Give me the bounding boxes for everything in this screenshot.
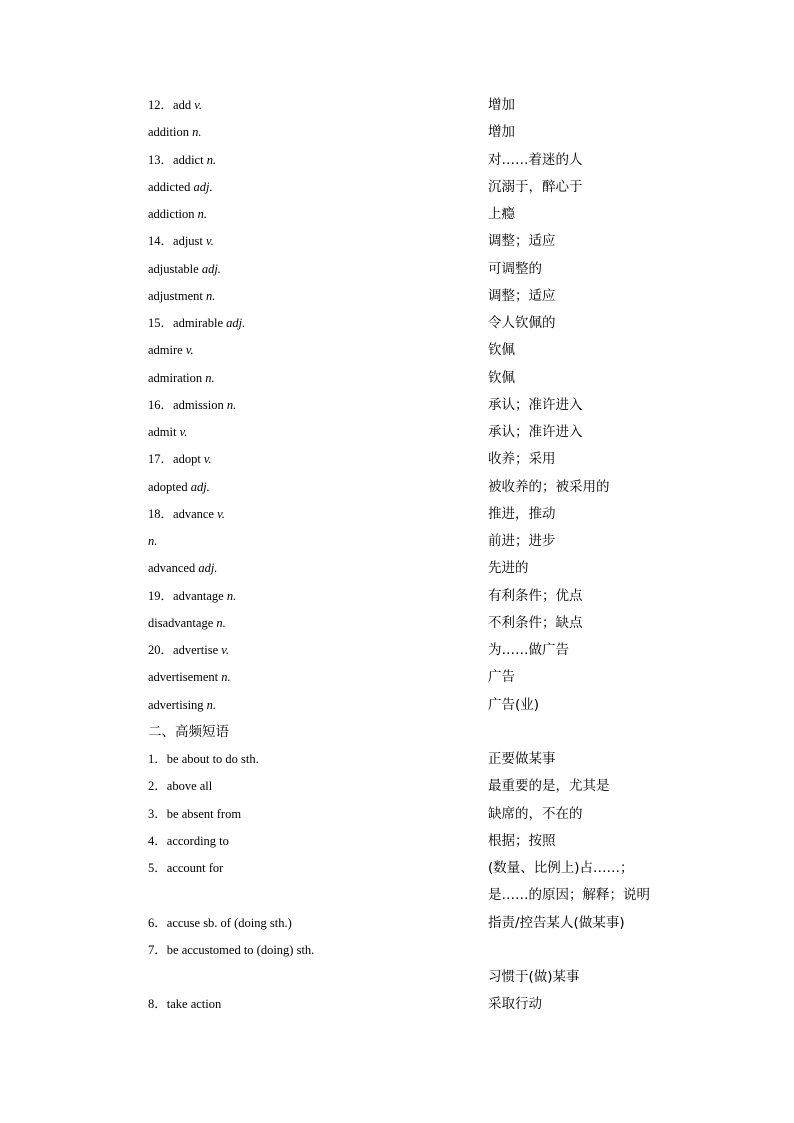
part-of-speech: v. <box>185 343 194 358</box>
phrase-row <box>0 749 794 776</box>
entry-number: 18． <box>148 506 174 521</box>
chinese-meaning: 沉溺于，醉心于 <box>488 178 583 195</box>
part-of-speech: v. <box>217 506 225 521</box>
phrase-row <box>0 804 794 831</box>
vocab-term <box>148 286 215 306</box>
section-heading-row <box>0 722 794 749</box>
phrase-term <box>148 858 223 878</box>
part-of-speech: n. <box>206 697 217 712</box>
chinese-meaning: 前进；进步 <box>488 533 556 549</box>
vocab-term <box>148 150 216 170</box>
vocab-term <box>148 504 225 524</box>
chinese-meaning: 有利条件；优点 <box>488 587 583 604</box>
chinese-meaning: 推进，推动 <box>488 505 556 522</box>
phrase-meaning: (数量、比例上)占……； <box>488 860 634 876</box>
phrase-term <box>148 913 292 933</box>
part-of-speech: adj. <box>190 479 210 494</box>
vocab-term <box>148 395 236 415</box>
entry-number: 15． <box>148 316 174 330</box>
phrase-row <box>0 967 794 994</box>
headword: disadvantage <box>148 615 214 630</box>
part-of-speech: adj. <box>201 261 221 276</box>
entry-number: 17． <box>148 452 174 467</box>
vocab-row <box>0 231 794 258</box>
entry-number: 16． <box>148 397 174 412</box>
entry-number: 12． <box>148 98 174 112</box>
vocab-term <box>148 613 226 633</box>
vocab-row <box>0 640 794 667</box>
chinese-meaning: 被收养的；被采用的 <box>488 478 610 495</box>
phrase-term <box>148 804 241 824</box>
chinese-meaning: 对……着迷的人 <box>488 151 583 168</box>
phrase-number: 4． <box>148 833 167 848</box>
vocab-row <box>0 531 794 558</box>
chinese-meaning: 先进的 <box>488 560 529 577</box>
vocab-row <box>0 395 794 422</box>
vocab-row <box>0 286 794 313</box>
chinese-meaning: 令人钦佩的 <box>488 315 556 331</box>
phrase-meaning: 指责/控告某人(做某事) <box>488 914 625 931</box>
headword: adopt <box>173 452 201 467</box>
headword: advertisement <box>148 670 219 685</box>
phrase-row <box>0 831 794 858</box>
phrase-text: take action <box>166 997 222 1012</box>
vocab-term <box>148 204 207 224</box>
entry-number: 14． <box>148 234 174 249</box>
chinese-meaning: 承认；准许进入 <box>488 424 583 440</box>
part-of-speech: n. <box>216 615 226 630</box>
vocab-term <box>148 122 201 142</box>
headword: advertising <box>148 697 204 712</box>
phrase-number: 8． <box>148 997 167 1012</box>
chinese-meaning: 增加 <box>488 97 515 113</box>
phrase-row <box>0 994 794 1021</box>
headword: admiration <box>148 370 203 385</box>
phrase-number: 2． <box>148 779 167 794</box>
phrase-text: be about to do sth. <box>166 752 259 766</box>
vocab-row <box>0 695 794 722</box>
phrase-meaning: 正要做某事 <box>488 751 556 767</box>
headword: advertise <box>173 643 219 657</box>
vocab-term <box>148 586 236 606</box>
vocab-term <box>148 95 202 115</box>
headword: adjust <box>173 234 203 249</box>
phrase-meaning: 习惯于(做)某事 <box>488 969 580 985</box>
headword: addiction <box>148 207 195 221</box>
vocab-term <box>148 313 245 333</box>
part-of-speech: v. <box>221 643 230 657</box>
vocab-term <box>148 667 231 687</box>
vocab-term <box>148 640 229 660</box>
chinese-meaning: 钦佩 <box>488 369 515 386</box>
vocab-row <box>0 122 794 149</box>
vocab-row <box>0 340 794 367</box>
vocab-term <box>148 695 216 715</box>
vocab-term <box>148 177 213 197</box>
phrase-row <box>0 776 794 803</box>
vocab-row <box>0 558 794 585</box>
phrase-term <box>148 940 314 960</box>
headword: admission <box>173 397 224 412</box>
headword: advanced <box>148 561 196 576</box>
phrase-number: 7． <box>148 942 167 957</box>
chinese-meaning: 调整；适应 <box>488 233 556 250</box>
vocab-term <box>148 368 215 388</box>
part-of-speech: v. <box>194 98 202 112</box>
vocab-row <box>0 368 794 395</box>
headword: admit <box>148 425 177 439</box>
vocab-term <box>148 558 217 578</box>
part-of-speech: v. <box>206 234 214 249</box>
phrase-text: be accustomed to (doing) sth. <box>166 942 315 957</box>
headword: adjustment <box>148 288 203 303</box>
phrase-meaning: 最重要的是，尤其是 <box>488 778 610 795</box>
part-of-speech: n. <box>197 207 208 221</box>
part-of-speech: n. <box>206 152 217 167</box>
phrase-term <box>148 994 221 1014</box>
phrase-row <box>0 885 794 912</box>
phrase-row <box>0 940 794 967</box>
phrase-term <box>148 749 259 769</box>
vocab-term <box>148 477 210 497</box>
headword: admirable <box>173 316 223 330</box>
chinese-meaning: 广告(业) <box>488 696 540 713</box>
vocab-row <box>0 586 794 613</box>
phrase-number: 6． <box>148 915 167 930</box>
chinese-meaning: 不利条件；缺点 <box>488 614 583 631</box>
chinese-meaning: 为……做广告 <box>488 642 569 658</box>
vocab-row <box>0 613 794 640</box>
part-of-speech: adj. <box>226 316 246 330</box>
phrase-term <box>148 776 212 796</box>
headword: addict <box>173 152 204 167</box>
vocab-term <box>148 531 157 551</box>
part-of-speech: n. <box>226 397 237 412</box>
vocab-term <box>148 422 187 442</box>
headword: adjustable <box>148 261 199 276</box>
headword: addition <box>148 125 189 140</box>
chinese-meaning: 增加 <box>488 124 515 141</box>
part-of-speech: n. <box>221 670 231 685</box>
chinese-meaning: 广告 <box>488 669 515 686</box>
vocab-row <box>0 422 794 449</box>
vocab-row <box>0 667 794 694</box>
part-of-speech: v. <box>203 452 212 467</box>
chinese-meaning: 上瘾 <box>488 206 515 222</box>
vocab-term <box>148 259 221 279</box>
entry-number: 19． <box>148 588 174 603</box>
phrase-number: 1． <box>148 752 167 766</box>
phrase-text: accuse sb. of (doing sth.) <box>166 915 292 930</box>
headword: adopted <box>148 479 188 494</box>
phrase-term <box>148 831 229 851</box>
chinese-meaning: 钦佩 <box>488 342 515 359</box>
vocab-row <box>0 477 794 504</box>
phrase-text: account for <box>166 861 224 875</box>
phrase-meaning: 根据；按照 <box>488 832 556 849</box>
phrase-meaning: 是……的原因；解释；说明 <box>488 887 650 904</box>
vocab-row <box>0 204 794 231</box>
entry-number: 20． <box>148 643 174 657</box>
vocab-row <box>0 313 794 340</box>
vocab-term <box>148 231 214 251</box>
part-of-speech: n. <box>205 288 216 303</box>
chinese-meaning: 调整；适应 <box>488 287 556 304</box>
phrase-meaning: 缺席的，不在的 <box>488 805 583 822</box>
entry-number: 13． <box>148 152 174 167</box>
phrase-text: above all <box>166 779 213 794</box>
headword: add <box>173 98 192 112</box>
vocab-row <box>0 95 794 122</box>
vocab-term <box>148 340 194 360</box>
part-of-speech: n. <box>148 534 158 548</box>
phrase-number: 3． <box>148 806 167 821</box>
headword: advantage <box>173 588 224 603</box>
phrase-meaning: 采取行动 <box>488 996 542 1013</box>
phrase-text: according to <box>166 833 229 848</box>
phrase-number: 5． <box>148 861 167 875</box>
chinese-meaning: 收养；采用 <box>488 451 556 468</box>
vocab-row <box>0 504 794 531</box>
headword: admire <box>148 343 183 358</box>
phrase-text: be absent from <box>166 806 242 821</box>
headword: addicted <box>148 179 191 194</box>
vocab-row <box>0 259 794 286</box>
phrase-row <box>0 913 794 940</box>
phrase-row <box>0 858 794 885</box>
part-of-speech: n. <box>192 125 202 140</box>
chinese-meaning: 可调整的 <box>488 260 542 277</box>
headword: advance <box>173 506 214 521</box>
section-heading: 二、高频短语 <box>148 723 229 740</box>
vocab-term <box>148 449 212 469</box>
vocab-row <box>0 449 794 476</box>
part-of-speech: n. <box>205 370 215 385</box>
part-of-speech: v. <box>179 425 188 439</box>
vocab-row <box>0 150 794 177</box>
part-of-speech: n. <box>226 588 237 603</box>
vocab-row <box>0 177 794 204</box>
part-of-speech: adj. <box>198 561 218 576</box>
part-of-speech: adj. <box>193 179 213 194</box>
chinese-meaning: 承认；准许进入 <box>488 396 583 413</box>
